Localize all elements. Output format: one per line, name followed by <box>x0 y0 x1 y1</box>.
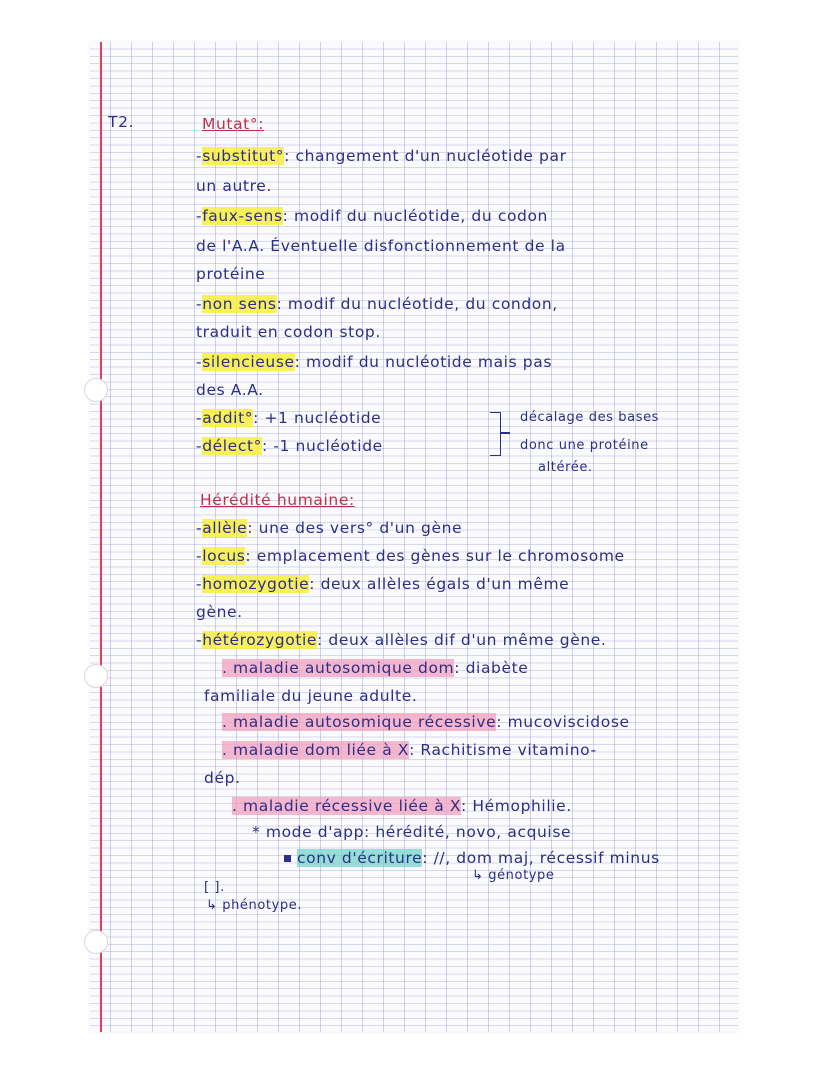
term-silencieuse: silencieuse <box>202 353 295 371</box>
line-silencieuse <box>196 352 552 372</box>
term-autosomal-recessive: . maladie autosomique récessive <box>222 713 497 731</box>
definition-heterozygotie: : deux allèles dif d'un même gène. <box>317 631 607 649</box>
bracket-note: altérée. <box>538 460 593 475</box>
definition-deletion: : -1 nucléotide <box>261 437 383 455</box>
punch-hole <box>84 378 108 402</box>
margin-line <box>100 42 102 1032</box>
line-non-sens <box>196 294 558 314</box>
bullet-dash: - <box>196 575 203 593</box>
bullet-dash: - <box>196 409 203 427</box>
line-text: protéine <box>196 265 266 283</box>
definition-addition: : +1 nucléotide <box>253 409 382 427</box>
line-allele <box>196 518 462 538</box>
line-heterozygotie <box>196 630 606 650</box>
example-autosomal-recessive: : mucoviscidose <box>496 713 630 731</box>
term-x-dominant: . maladie dom liée à X <box>222 741 410 759</box>
term-x-recessive: . maladie récessive liée à X <box>232 797 462 815</box>
bracket-note: donc une protéine <box>520 438 649 453</box>
term-autosomal-dominant: . maladie autosomique dom <box>222 659 455 677</box>
term-addition: addit° <box>202 409 254 427</box>
line-phenotype: ↳ phénotype. <box>206 898 303 913</box>
bullet-dash: - <box>196 519 203 537</box>
definition-silencieuse: : modif du nucléotide mais pas <box>294 353 553 371</box>
bullet-dash: - <box>196 631 203 649</box>
term-writing-convention: conv d'écriture <box>297 849 423 867</box>
example-autosomal-dominant: : diabète <box>454 659 529 677</box>
definition-faux-sens: : modif du nucléotide, du codon <box>282 207 548 225</box>
line-text: traduit en codon stop. <box>196 323 381 341</box>
line-x-recessive <box>232 796 572 816</box>
definition-writing-convention: : //, dom maj, récessif minus <box>422 849 660 867</box>
bullet-dash: - <box>196 437 203 455</box>
line-text: dép. <box>204 769 241 787</box>
term-locus: locus <box>202 547 246 565</box>
bullet-dash: - <box>196 547 203 565</box>
example-x-recessive: : Hémophilie. <box>461 797 572 815</box>
line-x-dominant <box>222 740 597 760</box>
bullet-dash: - <box>196 353 203 371</box>
definition-non-sens: : modif du nucléotide, du condon, <box>276 295 558 313</box>
line-homozygotie <box>196 574 569 594</box>
line-brackets: [ ]. <box>204 880 225 895</box>
line-text: un autre. <box>196 177 272 195</box>
section-number: T2. <box>108 113 135 131</box>
definition-homozygotie: : deux allèles égals d'un même <box>309 575 570 593</box>
bracket <box>490 412 501 456</box>
bullet-dash: - <box>196 295 203 313</box>
line-writing-convention <box>284 848 660 868</box>
line-text: familiale du jeune adulte. <box>204 687 418 705</box>
definition-allele: : une des vers° d'un gène <box>247 519 463 537</box>
line-substitution <box>196 146 567 166</box>
line-text: des A.A. <box>196 381 264 399</box>
term-faux-sens: faux-sens <box>202 207 283 225</box>
punch-hole <box>84 664 108 688</box>
line-genotype: ↳ génotype <box>472 868 555 883</box>
line-autosomal-recessive <box>222 712 630 732</box>
term-deletion: délect° <box>202 437 262 455</box>
bullet-dash: - <box>196 147 203 165</box>
line-text: gène. <box>196 603 243 621</box>
term-homozygotie: homozygotie <box>202 575 310 593</box>
square-bullet-icon <box>284 855 291 862</box>
bracket-note: décalage des bases <box>520 410 660 425</box>
term-allele: allèle <box>202 519 248 537</box>
term-non-sens: non sens <box>202 295 277 313</box>
example-x-dominant: : Rachitisme vitamino- <box>409 741 597 759</box>
line-faux-sens <box>196 206 548 226</box>
line-deletion <box>196 436 383 456</box>
bullet-dash: - <box>196 207 203 225</box>
mutation-title: Mutat°: <box>202 115 265 133</box>
heredity-title: Hérédité humaine: <box>200 491 355 509</box>
line-locus <box>196 546 625 566</box>
line-autosomal-dominant <box>222 658 528 678</box>
term-heterozygotie: hétérozygotie <box>202 631 318 649</box>
bracket-tick <box>500 432 510 434</box>
punch-hole <box>84 930 108 954</box>
line-mode-app: * mode d'app: hérédité, novo, acquise <box>252 823 572 841</box>
definition-substitution: : changement d'un nucléotide par <box>284 147 567 165</box>
term-substitution: substitut° <box>202 147 285 165</box>
line-addition <box>196 408 381 428</box>
definition-locus: : emplacement des gènes sur le chromosome <box>245 547 625 565</box>
line-text: de l'A.A. Éventuelle disfonctionnement de la <box>196 237 566 255</box>
